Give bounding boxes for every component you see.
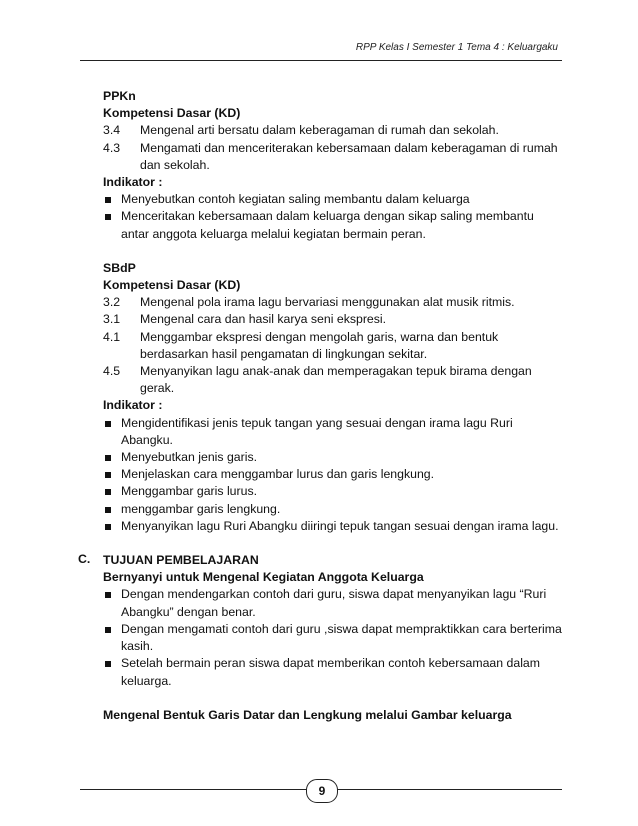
indikator-text: Menyebutkan contoh kegiatan saling membantu dalam keluarga: [121, 192, 470, 207]
square-bullet-icon: [103, 621, 121, 655]
kd-text: Mengamati dan menceriterakan kebersamaan dalam keberagaman di rumah dan sekolah.: [140, 140, 558, 172]
spacer: [103, 535, 565, 552]
indikator-text: Menyanyikan lagu Ruri Abangku diiringi tepuk tangan sesuai dengan irama lagu.: [121, 518, 559, 533]
indikator-text: Menjelaskan cara menggambar lurus dan garis lengkung.: [121, 467, 435, 482]
tujuan-text: Dengan mengamati contoh dari guru ,siswa dapat mempraktikkan cara berterima kasih.: [121, 621, 562, 654]
kd-number: 4.3: [103, 140, 121, 155]
square-bullet-icon: [103, 449, 121, 466]
kd-number: 4.5: [103, 364, 121, 379]
kd-number: 3.2: [103, 295, 121, 310]
square-bullet-icon: [103, 415, 121, 449]
ppkn-kd-item: [103, 122, 565, 139]
indikator-text: Mengidentifikasi jenis tepuk tangan yang sesuai dengan irama lagu Ruri Abangku.: [121, 415, 513, 447]
tujuan-text: Dengan mendengarkan contoh dari guru, siswa dapat menyanyikan lagu “Ruri Abangku” dengan benar.: [121, 587, 547, 619]
square-bullet-icon: [103, 501, 121, 518]
sbdp-indikator-item: [103, 415, 565, 449]
sbdp-kd-item: [103, 311, 565, 328]
square-bullet-icon: [103, 191, 121, 208]
square-bullet-icon: [103, 655, 121, 689]
section-letter: C.: [78, 552, 91, 567]
kd-text: Mengenal arti bersatu dalam keberagaman di rumah dan sekolah.: [140, 123, 499, 138]
sbdp-kd-item: [103, 363, 565, 397]
kd-text: Menyanyikan lagu anak-anak dan memperagakan tepuk birama dengan gerak.: [140, 364, 532, 396]
sbdp-indikator-item: [103, 449, 565, 466]
sbdp-indikator-item: [103, 466, 565, 483]
section-tujuan: [78, 552, 565, 724]
kd-number: 3.4: [103, 123, 121, 138]
indikator-text: Menceritakan kebersamaan dalam keluarga dengan sikap saling membantu antar anggota keluarga melalui kegiatan bermain peran.: [121, 209, 534, 241]
square-bullet-icon: [103, 466, 121, 483]
kd-text: Mengenal cara dan hasil karya seni ekspresi.: [140, 312, 387, 327]
indikator-text: Menyebutkan jenis garis.: [121, 450, 258, 465]
sbdp-indikator-item: [103, 483, 565, 500]
sbdp-title: SBdP: [103, 260, 136, 275]
page-number: 9: [306, 779, 338, 803]
ppkn-title: PPKn: [103, 89, 136, 103]
ppkn-kd-title: Kompetensi Dasar (KD): [103, 106, 241, 121]
page-content: [78, 88, 565, 724]
tujuan-subtitle: Bernyanyi untuk Mengenal Kegiatan Anggota Keluarga: [103, 570, 424, 585]
ppkn-kd-item: [103, 140, 565, 174]
header-rule: [80, 60, 562, 61]
sbdp-indikator-item: [103, 501, 565, 518]
spacer: [103, 243, 565, 260]
tujuan-item: [103, 586, 565, 620]
square-bullet-icon: [103, 586, 121, 620]
sbdp-indikator-title: Indikator :: [103, 398, 163, 413]
square-bullet-icon: [103, 518, 121, 535]
square-bullet-icon: [103, 208, 121, 242]
kd-text: Menggambar ekspresi dengan mengolah garis, warna dan bentuk berdasarkan hasil pengamatan di lingkungan sekitar.: [140, 329, 499, 361]
tujuan-item: [103, 655, 565, 689]
indikator-text: Menggambar garis lurus.: [121, 484, 258, 499]
indikator-text: menggambar garis lengkung.: [121, 501, 281, 516]
ppkn-indikator-item: [103, 208, 565, 242]
kd-number: 3.1: [103, 312, 121, 327]
kd-text: Mengenal pola irama lagu bervariasi menggunakan alat musik ritmis.: [140, 295, 515, 310]
ppkn-indikator-item: [103, 191, 565, 208]
tujuan-item: [103, 621, 565, 655]
square-bullet-icon: [103, 483, 121, 500]
sbdp-indikator-item: [103, 518, 565, 535]
sbdp-kd-item: [103, 294, 565, 311]
tujuan-text: Setelah bermain peran siswa dapat memberikan contoh kebersamaan dalam keluarga.: [121, 656, 541, 688]
sbdp-kd-title: Kompetensi Dasar (KD): [103, 278, 241, 293]
tujuan-subtitle-2: Mengenal Bentuk Garis Datar dan Lengkung melalui Gambar keluarga: [103, 707, 512, 722]
kd-number: 4.1: [103, 329, 121, 344]
sbdp-kd-item: [103, 329, 565, 363]
running-header: RPP Kelas I Semester 1 Tema 4 : Keluargaku: [355, 42, 558, 53]
tujuan-title: TUJUAN PEMBELAJARAN: [103, 553, 259, 568]
spacer: [103, 690, 565, 707]
ppkn-indikator-title: Indikator :: [103, 175, 163, 190]
